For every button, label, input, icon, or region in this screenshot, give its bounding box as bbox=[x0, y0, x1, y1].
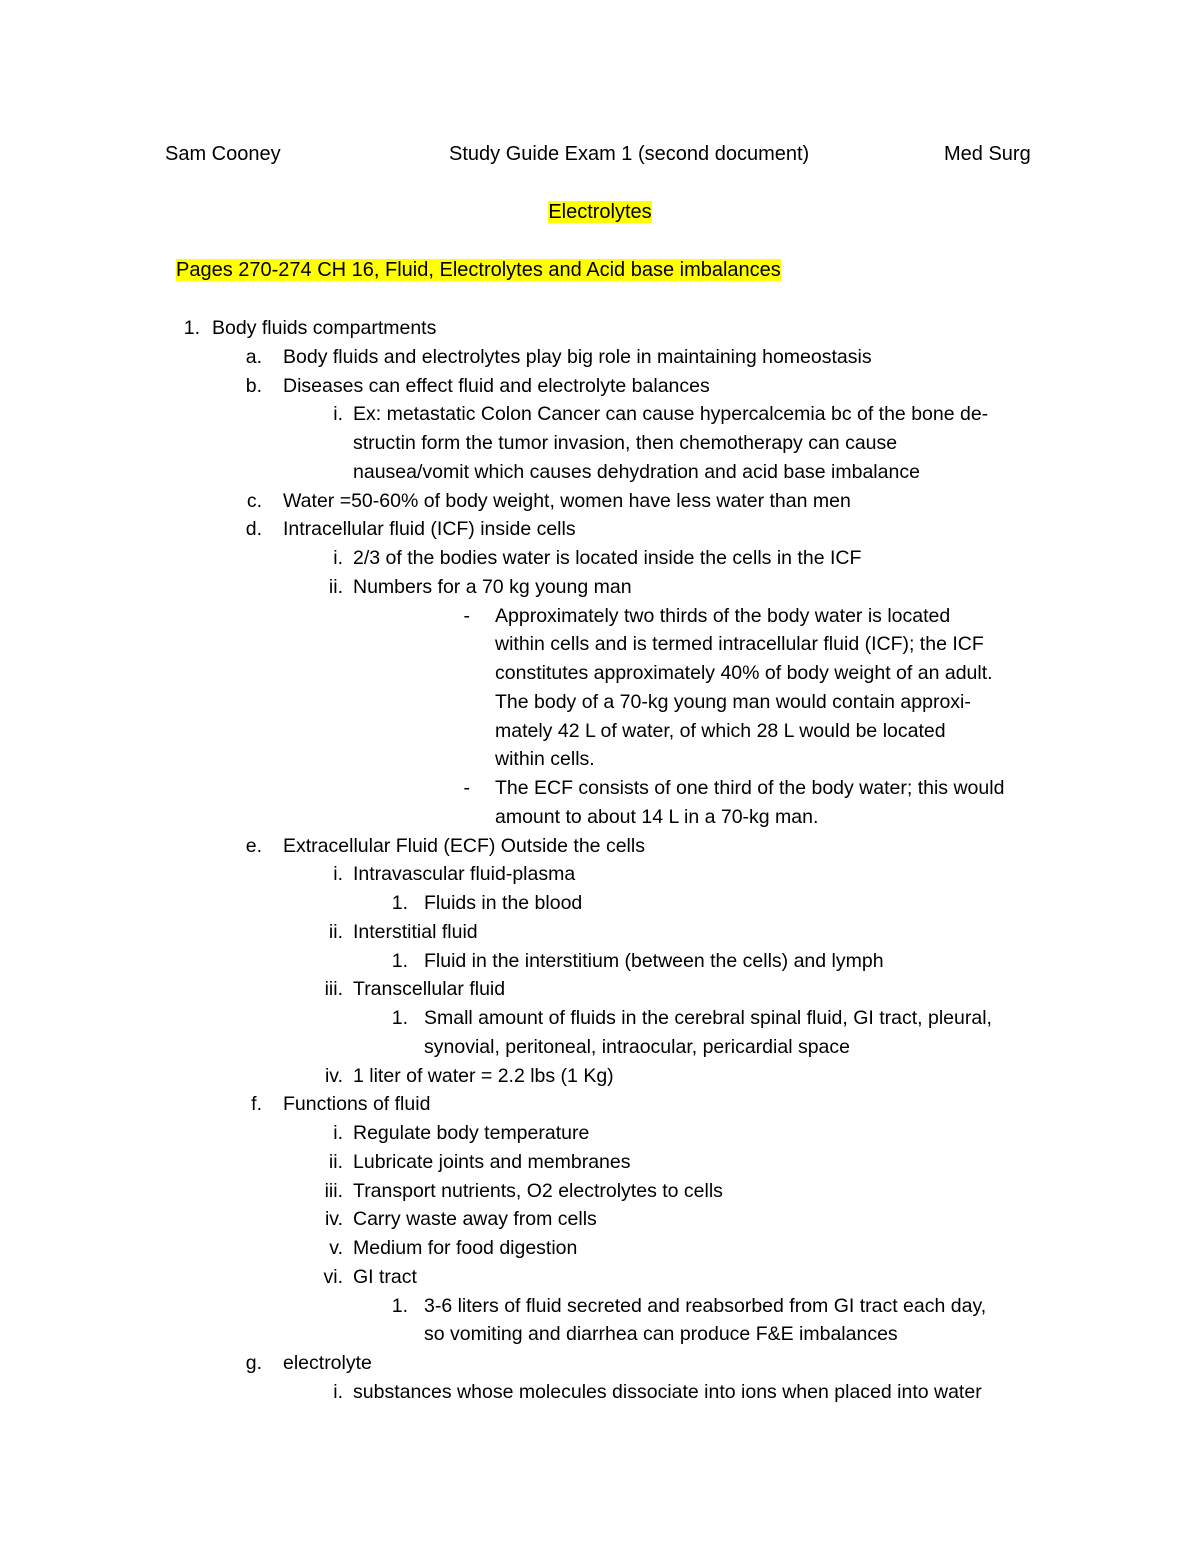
outline-item-text: Fluids in the blood bbox=[424, 892, 583, 914]
outline-item-text: Transport nutrients, O2 electrolytes to cells bbox=[353, 1179, 723, 1202]
outline-item-text: structin form the tumor invasion, then chemotherapy can cause bbox=[353, 432, 898, 454]
pages-reference-line bbox=[176, 259, 781, 282]
section-title-line bbox=[0, 201, 1200, 224]
outline-item-text: within cells and is termed intracellular fluid (ICF); the ICF bbox=[495, 633, 984, 656]
header-author: Sam Cooney bbox=[165, 143, 281, 165]
outline-item-text: electrolyte bbox=[283, 1352, 372, 1374]
outline-item-text: Regulate body temperature bbox=[353, 1122, 590, 1144]
outline-item-text: Lubricate joints and membranes bbox=[353, 1150, 631, 1173]
outline-marker: 1. bbox=[391, 949, 408, 972]
outline-marker: iv. bbox=[324, 1064, 343, 1087]
outline-item-text: Approximately two thirds of the body water is located bbox=[495, 604, 951, 627]
outline-item-text: Diseases can effect fluid and electrolyte balances bbox=[283, 374, 710, 397]
outline-item-text: substances whose molecules dissociate into ions when placed into water bbox=[353, 1380, 982, 1403]
outline-marker: i. bbox=[333, 1122, 343, 1144]
outline-marker: - bbox=[463, 604, 470, 627]
outline-marker: g. bbox=[245, 1352, 262, 1374]
outline-marker: i. bbox=[333, 547, 343, 569]
outline-item-text: within cells. bbox=[495, 748, 595, 771]
outline-item-text: 1 liter of water = 2.2 lbs (1 Kg) bbox=[353, 1064, 614, 1087]
outline-item-text: Numbers for a 70 kg young man bbox=[353, 575, 632, 598]
outline-marker: a. bbox=[245, 345, 262, 368]
outline-marker: iv. bbox=[324, 1208, 343, 1231]
outline-item-text: Body fluids and electrolytes play big role in maintaining homeostasis bbox=[283, 345, 872, 368]
outline-item-text: Intravascular fluid-plasma bbox=[353, 863, 576, 886]
outline-marker: iii. bbox=[324, 1179, 343, 1202]
outline-item-text: Intracellular fluid (ICF) inside cells bbox=[283, 518, 576, 541]
outline-item-text: mately 42 L of water, of which 28 L would be located bbox=[495, 719, 946, 742]
outline-marker: f. bbox=[251, 1093, 262, 1116]
outline-marker: vi. bbox=[323, 1265, 343, 1288]
outline-marker: i. bbox=[333, 403, 343, 426]
pages-reference: Pages 270-274 CH 16, Fluid, Electrolytes and Acid base imbalances bbox=[176, 259, 781, 281]
outline-marker: 1. bbox=[391, 1007, 408, 1029]
outline-marker: ii. bbox=[328, 575, 343, 598]
outline-item-text: Interstitial fluid bbox=[353, 920, 478, 943]
outline-item-text: Body fluids compartments bbox=[212, 317, 437, 339]
outline-marker: 1. bbox=[391, 1294, 408, 1317]
outline-marker: e. bbox=[245, 834, 262, 857]
outline-item-text: The body of a 70-kg young man would contain approxi- bbox=[495, 690, 971, 713]
page-header bbox=[0, 143, 1200, 171]
outline-item-text: The ECF consists of one third of the body water; this would bbox=[495, 777, 1005, 799]
outline-marker: i. bbox=[333, 1380, 343, 1403]
outline-marker: ii. bbox=[328, 1150, 343, 1173]
outline-item-text: Carry waste away from cells bbox=[353, 1208, 597, 1231]
header-course: Med Surg bbox=[944, 143, 1031, 165]
outline-item-text: Small amount of fluids in the cerebral spinal fluid, GI tract, pleural, bbox=[424, 1007, 992, 1029]
outline-marker: c. bbox=[246, 489, 262, 512]
outline-item-text: 3-6 liters of fluid secreted and reabsorbed from GI tract each day, bbox=[424, 1294, 987, 1317]
section-title: Electrolytes bbox=[548, 201, 652, 223]
outline-marker: d. bbox=[245, 518, 262, 541]
outline-item-text: Transcellular fluid bbox=[353, 978, 506, 1001]
outline-item-text: Water =50-60% of body weight, women have less water than men bbox=[283, 489, 851, 512]
outline-marker: iii. bbox=[324, 978, 343, 1001]
outline-marker: 1. bbox=[391, 892, 408, 914]
outline-item-text: Medium for food digestion bbox=[353, 1237, 578, 1259]
outline-item-text: Extracellular Fluid (ECF) Outside the cells bbox=[283, 834, 645, 857]
outline-marker: i. bbox=[333, 863, 343, 886]
outline-item-text: so vomiting and diarrhea can produce F&E imbalances bbox=[424, 1323, 898, 1346]
outline-marker: v. bbox=[329, 1237, 343, 1259]
outline-item-text: constitutes approximately 40% of body weight of an adult. bbox=[495, 662, 993, 684]
outline-item-text: amount to about 14 L in a 70-kg man. bbox=[495, 805, 819, 828]
outline-marker: b. bbox=[245, 374, 262, 397]
outline-item-text: Fluid in the interstitium (between the cells) and lymph bbox=[424, 949, 884, 972]
outline-marker: - bbox=[463, 777, 470, 799]
outline-item-text: synovial, peritoneal, intraocular, pericardial space bbox=[424, 1035, 850, 1058]
outline-marker: ii. bbox=[328, 920, 343, 943]
outline-item-text: Ex: metastatic Colon Cancer can cause hypercalcemia bc of the bone de- bbox=[353, 403, 989, 426]
outline-marker: 1. bbox=[183, 317, 200, 339]
outline-item-text: GI tract bbox=[353, 1265, 417, 1288]
outline-item-text: 2/3 of the bodies water is located inside the cells in the ICF bbox=[353, 547, 862, 569]
outline-item-text: nausea/vomit which causes dehydration and acid base imbalance bbox=[353, 460, 920, 483]
outline-item-text: Functions of fluid bbox=[283, 1093, 431, 1116]
header-title: Study Guide Exam 1 (second document) bbox=[449, 143, 810, 165]
